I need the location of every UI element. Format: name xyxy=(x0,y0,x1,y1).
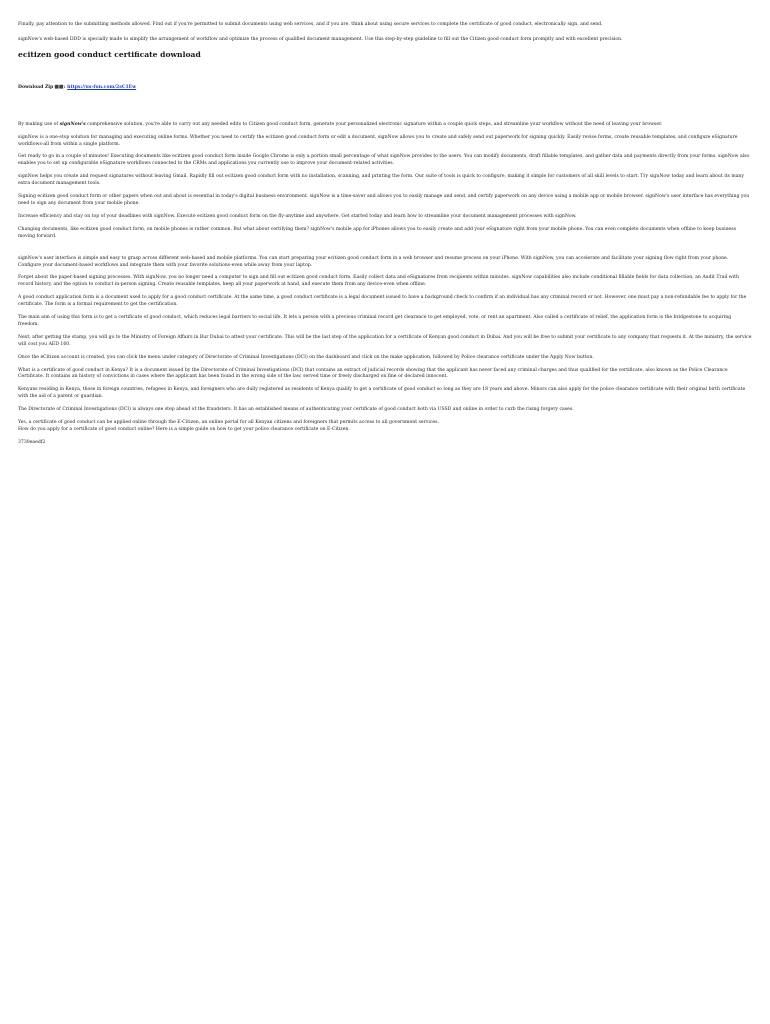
closing-paragraph xyxy=(18,420,752,434)
body-paragraph: The main aim of using this form is to get a certificate of good conduct, which reduces legal barriers to social life. It lets a person with a previous criminal record get clearance to get employed, vote, or rent an apartment. Also called a certificate of relief, the application form is the bridgestone to acquiring freedom. xyxy=(18,315,732,327)
body-paragraph: Signing ecitizen good conduct form or other papers when out and about is essential in today's digital business environment. signNow is a time-saver and allows you to easily manage and send, and certify paperwork on any device using a mobile app or mobile browser. signNow's user interface has everything you need to sign any document from your mobile phone. xyxy=(18,194,750,206)
body-paragraph: signNow helps you create and request signatures without leaving Gmail. Rapidly fill out ecitizen good conduct form with no installation, scanning, and printing the form. Our suite of tools is quick to configure, making it simple for customers of all skill levels to start. Try signNow today and learn about its many extra document management tools. xyxy=(18,174,744,187)
body-paragraph: Once the eCitizen account is created, you can click the menu under category of Directorate of Criminal Investigations (DCI) on the dashboard and click on the make application, followed by Police clearance certificate under the Apply Now button. xyxy=(18,354,594,360)
download-line xyxy=(18,84,752,92)
brand-name: signNow's xyxy=(59,121,86,127)
body-paragraph: A good conduct application form is a document used to apply for a good conduct certificate. At the same time, a good conduct certificate is a legal document issued to have a background check to confirm if an individual has any criminal record or not. However, one must pay a non-refundable fee to apply for the certificate. The form is a formal requirement to get the certification. xyxy=(18,295,747,308)
closing-line: Yes, a certificate of good conduct can be applied online through the E-Citizen, an online portal for all Kenyan citizens and foreigners that permits access to all government services. xyxy=(18,420,439,426)
body-paragraph: signNow is a one-stop solution for managing and executing online forms. Whether you need to certify the ecitizen good conduct form or edit a document, signNow allows you to create and safely send out paperwork for signing quickly. Easily revise forms, create reusable templates, and configure eSignature workflows-all from within a single platform. xyxy=(18,134,738,147)
download-label: Download Zip xyxy=(18,84,54,90)
body-paragraph: Next, after getting the stamp, you will go to the Ministry of Foreign Affairs in Bur Dubai to attest your certificate. This will be the last step of the application for a certificate of Kenyan good conduct in Dubai. And you will be free to submit your certificate to any company that requests it. At the ministry, the service will cost you AED 160. xyxy=(18,334,752,347)
download-link[interactable]: https://us-fun.com/2sC1Ew xyxy=(67,84,137,90)
lead-text: comprehensive solution, you're able to carry out any needed edits to Citizen good conduct form, generate your personalized electronic signature within a couple quick steps, and streamline your workflow without the need of leaving your browser. xyxy=(85,121,663,127)
body-paragraph: Changing documents, like ecitizen good conduct form, on mobile phones is rather common. But what about certifying them? signNow's mobile app for iPhones allows you to easily create and add your eSignature right from your mobile phone. You can even complete documents when offline to keep business moving forward. xyxy=(18,226,736,239)
download-glyph: ⬛⬛ xyxy=(54,84,64,89)
intro-paragraph: Finally, pay attention to the submitting methods allowed. Find out if you're permitted to submit documents using web services, and if you are, think about using secure services to complete the certificate of good conduct, electronically sign, and send. xyxy=(18,22,603,27)
body-paragraph: Kenyans residing in Kenya, those in foreign countries, refugees in Kenya, and foreigners who are dully registered as residents of Kenya qualify to get a certificate of good conduct so long as they are 18 years and above. Minors can also apply for the police clearance certificate with their original birth certificate with the aid of a parent or guardian. xyxy=(18,387,746,400)
download-separator: : xyxy=(63,84,66,90)
document-hash: 3730eaedf2 xyxy=(18,439,46,445)
lead-paragraph xyxy=(18,122,752,129)
body-paragraph: Increase efficiency and stay on top of your deadlines with signNow. Execute ecitizen good conduct form on the fly-anytime and anywhere. Get started today and learn how to streamline your document management processes with signNow. xyxy=(18,213,577,219)
document-page xyxy=(0,0,770,447)
intro-paragraph: signNow's web-based DDD is specially made to simplify the arrangement of workflow and optimize the process of qualified document management. Use this step-by-step guideline to fill out the Citizen good conduct form promptly and with excellent precision. xyxy=(18,36,623,42)
lead-text: By making use of xyxy=(18,121,60,127)
body-paragraph: The Directorate of Criminal Investigations (DCI) is always one step ahead of the fraudsters. It has an established means of authenticating your certificate of good conduct both via USSD and online in order to curb the rising forgery cases. xyxy=(18,407,574,413)
body-paragraph: Get ready to go in a couple of minutes! Executing documents like ecitizen good conduct form inside Google Chrome is only a portion small percentage of what signNow provides to the users. You can modify documents, draft fillable templates, and gather data and payments directly from your forms. signNow also enables you to set up configurable eSignature workflows connected to the CRMs and applications you currently use to improve your document-related activities. xyxy=(18,154,750,167)
body-paragraph: Forget about the paper-based signing processes. With signNow, you no longer need a computer to sign and fill out ecitizen good conduct form. Easily collect data and eSignatures from recipients within minutes. signNow capabilities also include conditional fillable fields for data collection, an Audit Trail with record history, and the option to conduct in-person signing. Create reusable templates, keep all your paperwork at hand, and execute them from any device-even when offline. xyxy=(18,275,739,288)
section-gap xyxy=(18,247,752,256)
closing-line: How do you apply for a certificate of good conduct online? Here is a simple guide on how to get your police clearance certificate on E-Citizen. xyxy=(18,427,350,432)
page-title: ecitizen good conduct certificate download xyxy=(18,49,201,59)
body-paragraph: signNow's user interface is simple and easy to grasp across different web-based and mobile platforms. You can start preparing your ecitizen good conduct form in a web browser and resume process on your iPhone. With signNow, you can accelerate and facilitate your signing flow right from your phone. Configure your document-based workflows and integrate them with your favorite solutions-even while away from your laptop. xyxy=(18,255,729,268)
body-paragraph: What is a certificate of good conduct in Kenya? It is a document issued by the Directorate of Criminal Investigations (DCI) that contains an extract of judicial records showing that the applicant has never faced any criminal charges and thus qualified for the certificate, also known as the Police Clearance Certificate. It contains an history of convictions in cases where the applicant has been found in the wrong side of the law, served time or freely discharged on fine or declared innocent. xyxy=(18,367,728,380)
